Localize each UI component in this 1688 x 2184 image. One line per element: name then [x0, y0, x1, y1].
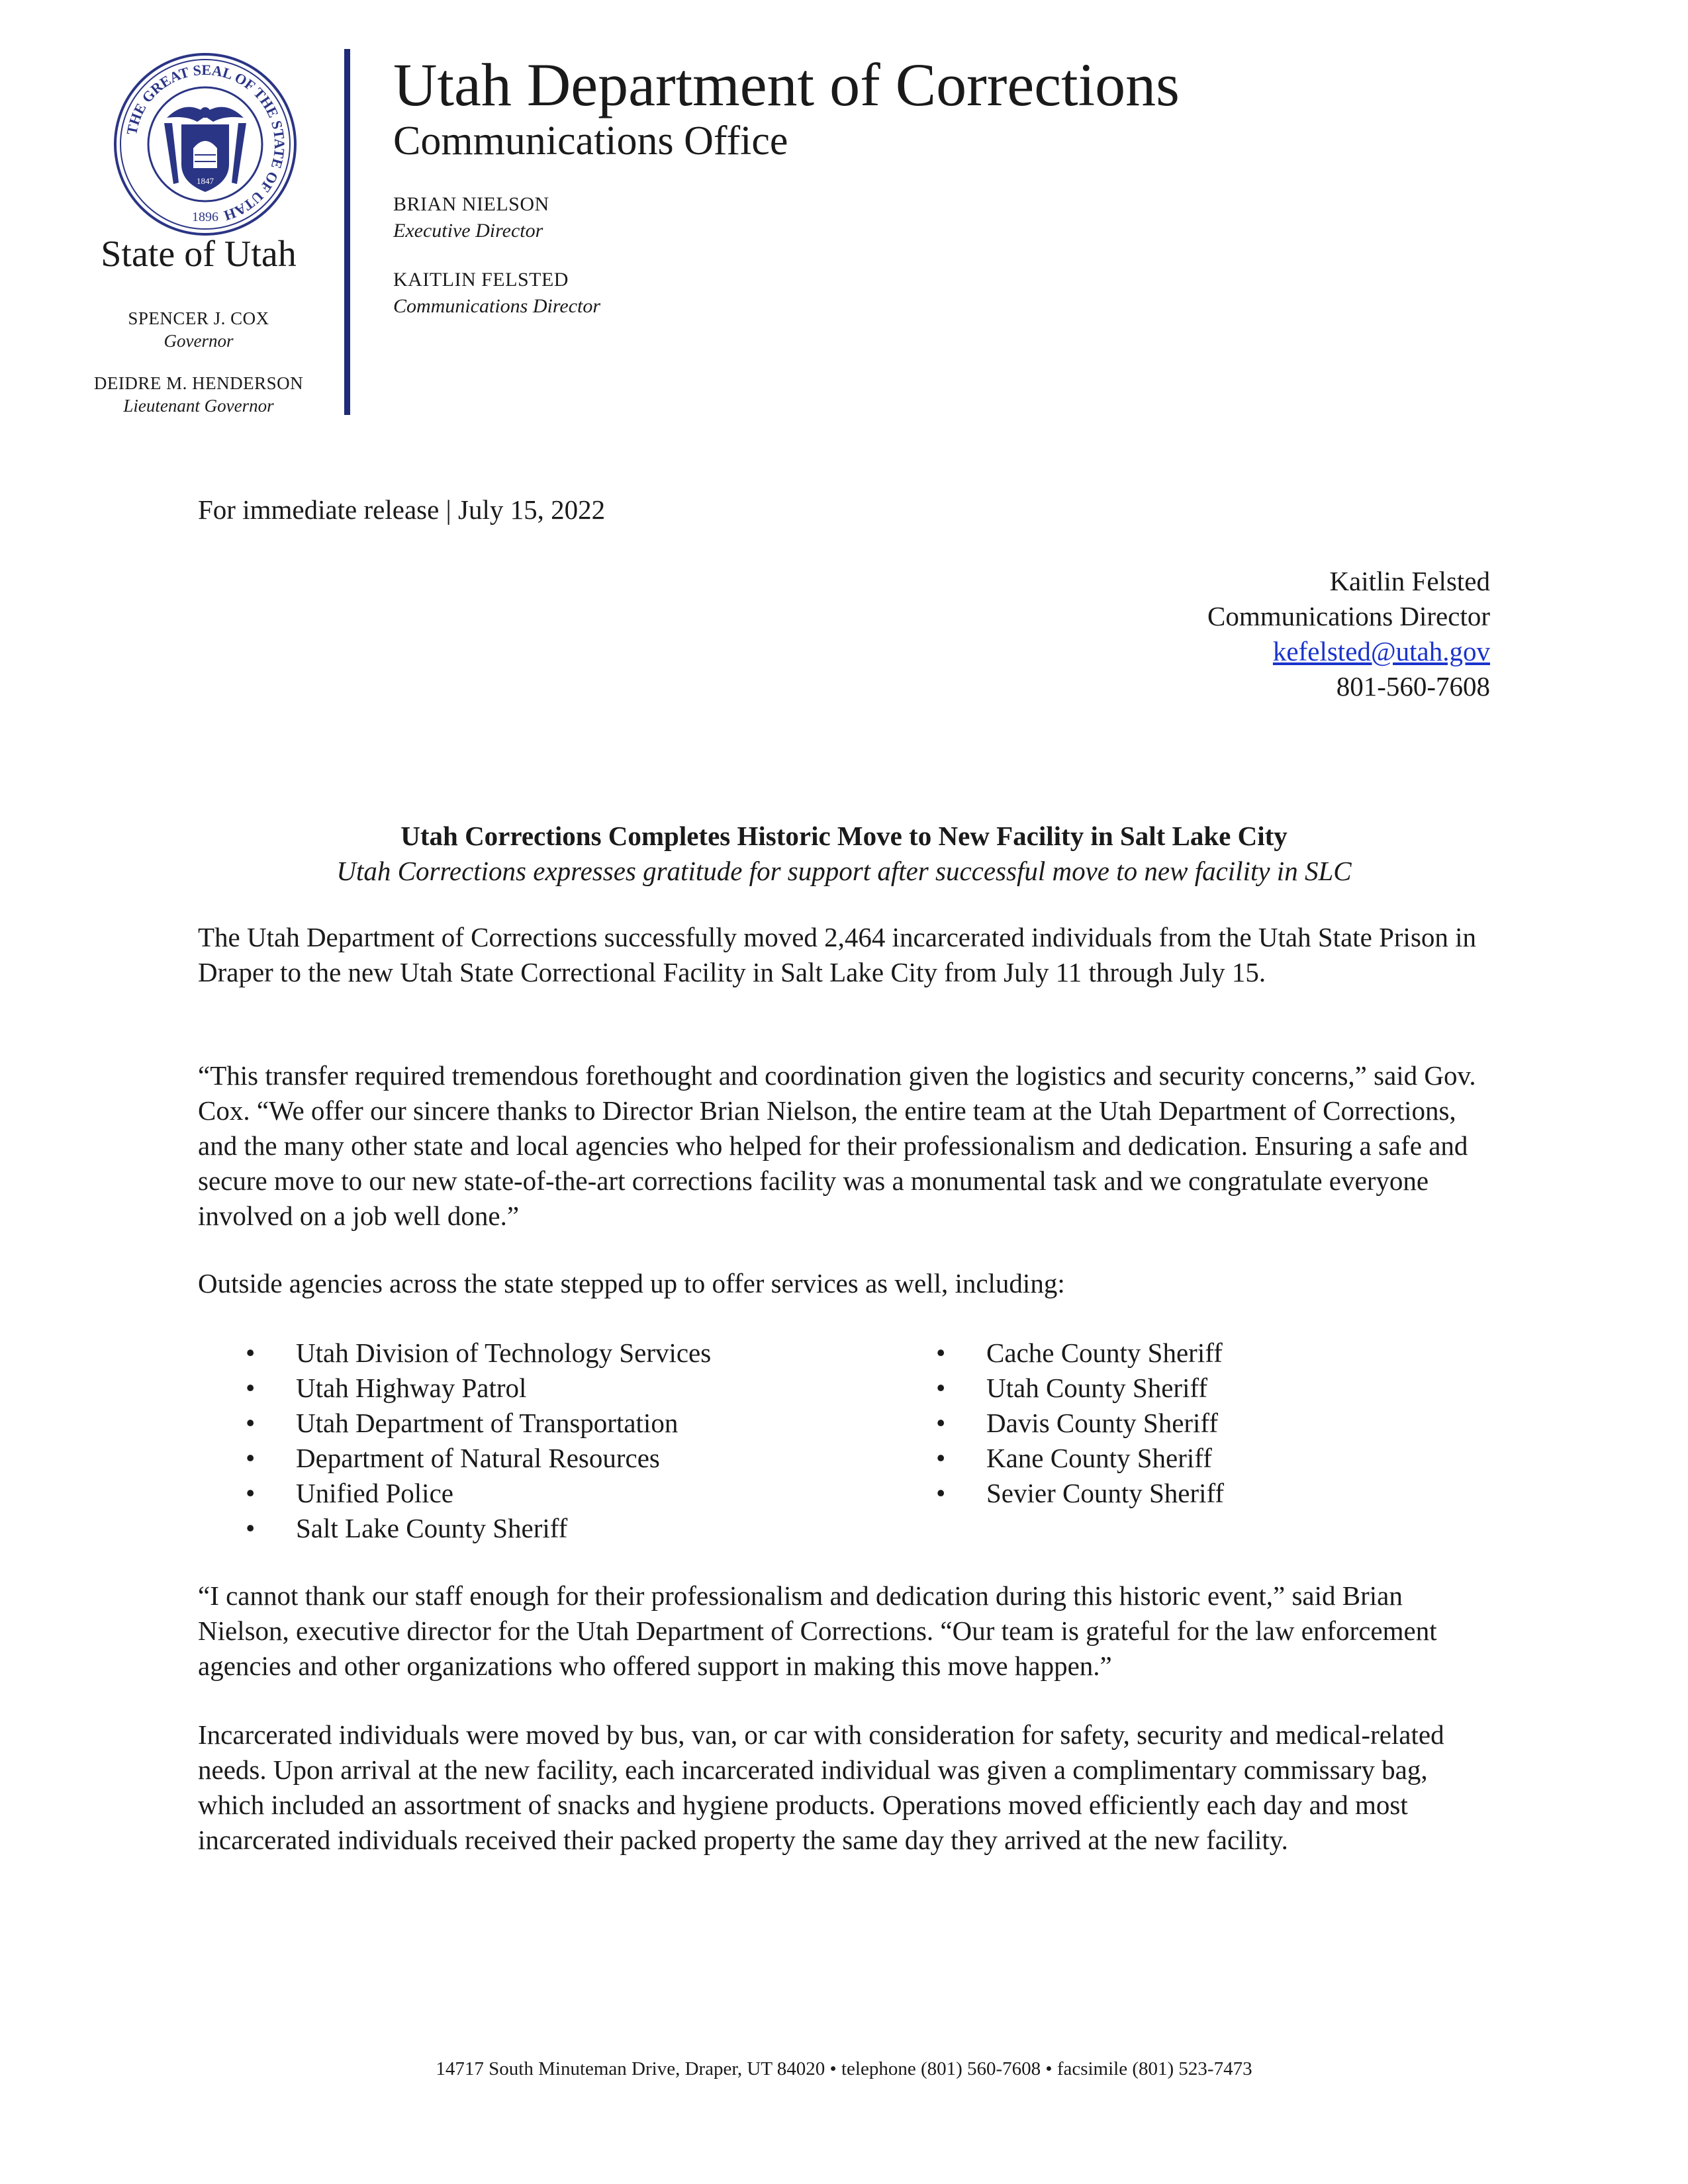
list-item: • Kane County Sheriff [888, 1441, 1224, 1476]
contact-title: Communications Director [1207, 601, 1490, 631]
list-item: • Cache County Sheriff [888, 1336, 1224, 1371]
lt-governor-title: Lieutenant Governor [123, 396, 274, 416]
office-name: Communications Office [393, 118, 788, 163]
paragraph-1: The Utah Department of Corrections successfully moved 2,464 incarcerated individuals from the Utah State Prison in Draper to the new Utah State Correctional Facility in Salt Lake City from July 11 through July 15. [198, 922, 1477, 987]
list-item: • Utah County Sheriff [888, 1371, 1224, 1406]
svg-text:THE GREAT SEAL OF THE STATE OF: THE GREAT SEAL OF THE STATE OF UTAH [122, 61, 289, 224]
paragraph-5: Incarcerated individuals were moved by bus, van, or car with consideration for safety, security and medical-related needs. Upon arrival at the new facility, each incarcerated individual was given a complimentary commissary bag, which included an assortment of snacks and hygiene products. Operations moved efficiently each day and most incarcerated individuals received their packed property the same day they arrived at the new facility. [198, 1719, 1444, 1855]
contact-email-link[interactable]: kefelsted@utah.gov [1272, 636, 1490, 666]
list-item: • Department of Natural Resources [198, 1441, 711, 1476]
exec-director-title: Executive Director [393, 220, 543, 242]
governor-title: Governor [164, 331, 234, 351]
subheadline: Utah Corrections expresses gratitude for support after successful move to new facility in SLC [336, 856, 1352, 886]
state-name: State of Utah [101, 234, 297, 275]
comm-director-title: Communications Director [393, 295, 601, 317]
footer-address: 14717 South Minuteman Drive, Draper, UT 84020 • telephone (801) 560-7608 • facsimile (801) 523-7473 [436, 2058, 1252, 2079]
paragraph-3: Outside agencies across the state stepped up to offer services as well, including: [198, 1268, 1065, 1298]
list-item: • Unified Police [198, 1476, 711, 1511]
list-item: • Utah Division of Technology Services [198, 1336, 711, 1371]
exec-director-name: BRIAN NIELSON [393, 193, 549, 215]
list-item: • Utah Highway Patrol [198, 1371, 711, 1406]
governor-name: SPENCER J. COX [128, 308, 269, 328]
list-item: • Sevier County Sheriff [888, 1476, 1224, 1511]
svg-text:1896: 1896 [192, 210, 218, 224]
department-name: Utah Department of Corrections [393, 51, 1180, 118]
list-item: • Salt Lake County Sheriff [198, 1511, 711, 1546]
svg-text:1847: 1847 [197, 176, 214, 186]
paragraph-2: “This transfer required tremendous forethought and coordination given the logistics and security concerns,” said Gov. Cox. “We offer our sincere thanks to Director Brian Nielson, the entire team at the Utah Department of Corrections, and the many other state and local agencies who helped for their professionalism and dedication. Ensuring a safe and secure move to our new state-of-the-art corrections facility was a monumental task and we congratulate everyone involved on a job well done.” [198, 1060, 1476, 1231]
contact-block [1207, 564, 1490, 704]
comm-director-name: KAITLIN FELSTED [393, 269, 569, 291]
state-seal-logo [113, 52, 298, 237]
agencies-list-left [198, 1336, 711, 1546]
agencies-list-right [888, 1336, 1224, 1511]
release-line: For immediate release | July 15, 2022 [198, 494, 606, 525]
contact-name: Kaitlin Felsted [1329, 566, 1490, 596]
letterhead-divider [344, 49, 350, 415]
lt-governor-name: DEIDRE M. HENDERSON [93, 373, 304, 393]
list-item: • Davis County Sheriff [888, 1406, 1224, 1441]
paragraph-4: “I cannot thank our staff enough for their professionalism and dedication during this historic event,” said Brian Nielson, executive director for the Utah Department of Corrections. “Our team is grateful for the law enforcement agencies and other organizations who offered support in making this move happen.” [198, 1580, 1437, 1681]
headline: Utah Corrections Completes Historic Move to New Facility in Salt Lake City [400, 821, 1288, 851]
contact-phone: 801-560-7608 [1336, 671, 1490, 702]
list-item: • Utah Department of Transportation [198, 1406, 711, 1441]
